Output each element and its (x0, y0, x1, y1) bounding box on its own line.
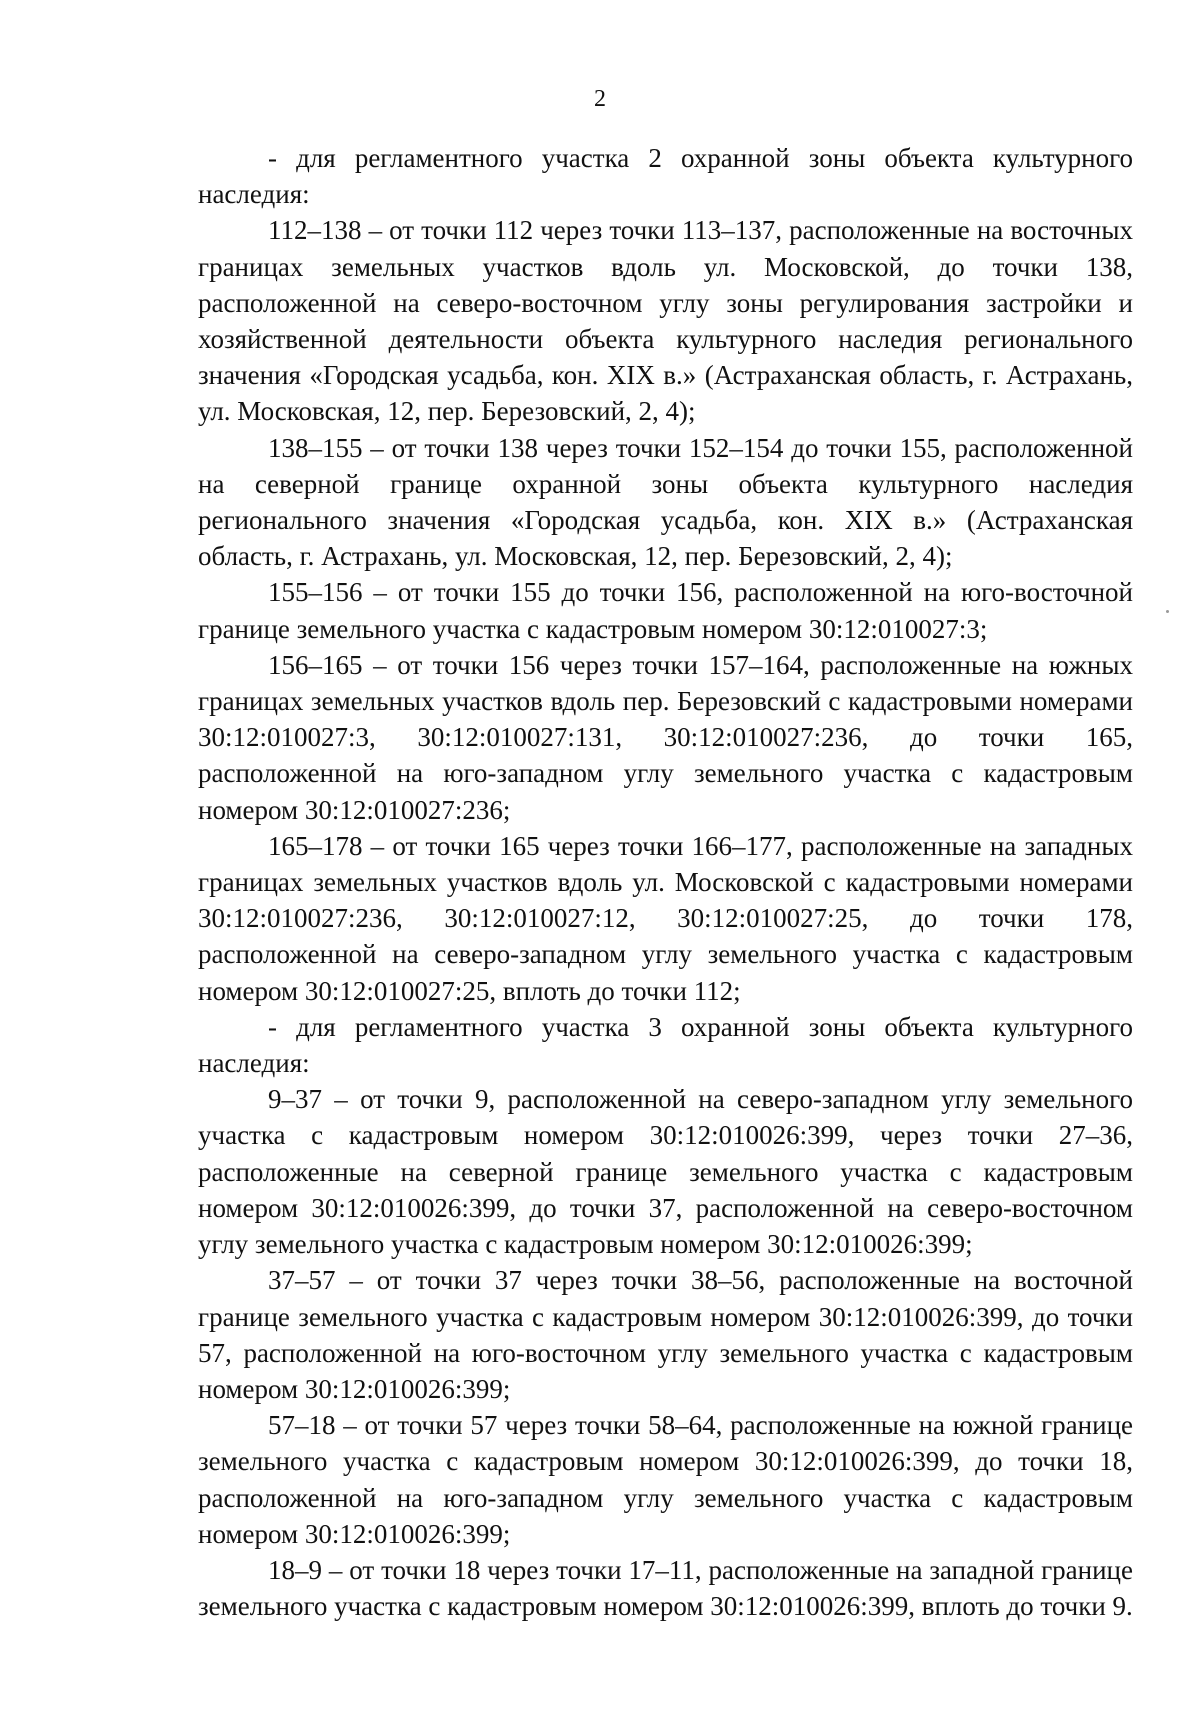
boundary-segment-112-138: 112–138 – от точки 112 через точки 113–137, расположенные на восточных границах земельных участков вдоль ул. Московской, до точки 138, расположенной на северо-восточном углу зоны регулирования застройки и хозяйственной деятельности объекта культурного наследия регионального значения «Городская усадьба, кон. XIX в.» (Астраханская область, г. Астрахань, ул. Московская, 12, пер. Березовский, 2, 4); (198, 215, 1133, 427)
section-heading-zone-3: - для регламентного участка 3 охранной зоны объекта культурного наследия: (198, 1011, 1133, 1079)
boundary-segment-37-57: 37–57 – от точки 37 через точки 38–56, расположенные на восточной границе земельного участка с кадастровым номером 30:12:010026:399, до точки 57, расположенной на юго-восточном углу земельного участка с кадастровым номером 30:12:010026:399; (198, 1265, 1133, 1404)
boundary-segment-18-9: 18–9 – от точки 18 через точки 17–11, расположенные на западной границе земельного участка с кадастровым номером 30:12:010026:399, вплоть до точки 9. (198, 1554, 1133, 1622)
page-number: 2 (594, 86, 606, 112)
document-body (198, 140, 1133, 1624)
boundary-segment-138-155: 138–155 – от точки 138 через точки 152–154 до точки 155, расположенной на северной границе охранной зоны объекта культурного наследия регионального значения «Городская усадьба, кон. XIX в.» (Астраханская область, г. Астрахань, ул. Московская, 12, пер. Березовский, 2, 4); (198, 432, 1133, 572)
section-heading-zone-2: - для регламентного участка 2 охранной зоны объекта культурного наследия: (198, 143, 1133, 210)
boundary-segment-156-165: 156–165 – от точки 156 через точки 157–164, расположенные на южных границах земельных участков вдоль пер. Березовский с кадастровыми номерами 30:12:010027:3, 30:12:010027:131, 30:12:010027:236, до точки 165, расположенной на юго-западном углу земельного участка с кадастровым номером 30:12:010027:236; (198, 649, 1133, 825)
scan-speck (1166, 610, 1169, 613)
boundary-segment-57-18: 57–18 – от точки 57 через точки 58–64, расположенные на южной границе земельного участка с кадастровым номером 30:12:010026:399, до точки 18, расположенной на юго-западном углу земельного участка с кадастровым номером 30:12:010026:399; (198, 1410, 1133, 1549)
boundary-segment-165-178: 165–178 – от точки 165 через точки 166–177, расположенные на западных границах земельных участков вдоль ул. Московской с кадастровыми номерами 30:12:010027:236, 30:12:010027:12, 30:12:010027:25, до точки 178, расположенной на северо-западном углу земельного участка с кадастровым номером 30:12:010027:25, вплоть до точки 112; (198, 830, 1133, 1006)
boundary-segment-9-37: 9–37 – от точки 9, расположенной на северо-западном углу земельного участка с кадастровым номером 30:12:010026:399, через точки 27–36, расположенные на северной границе земельного участка с кадастровым номером 30:12:010026:399, до точки 37, расположенной на северо-восточном углу земельного участка с кадастровым номером 30:12:010026:399; (198, 1084, 1133, 1260)
boundary-segment-155-156: 155–156 – от точки 155 до точки 156, расположенной на юго-восточной границе земельного участка с кадастровым номером 30:12:010027:3; (198, 577, 1133, 644)
